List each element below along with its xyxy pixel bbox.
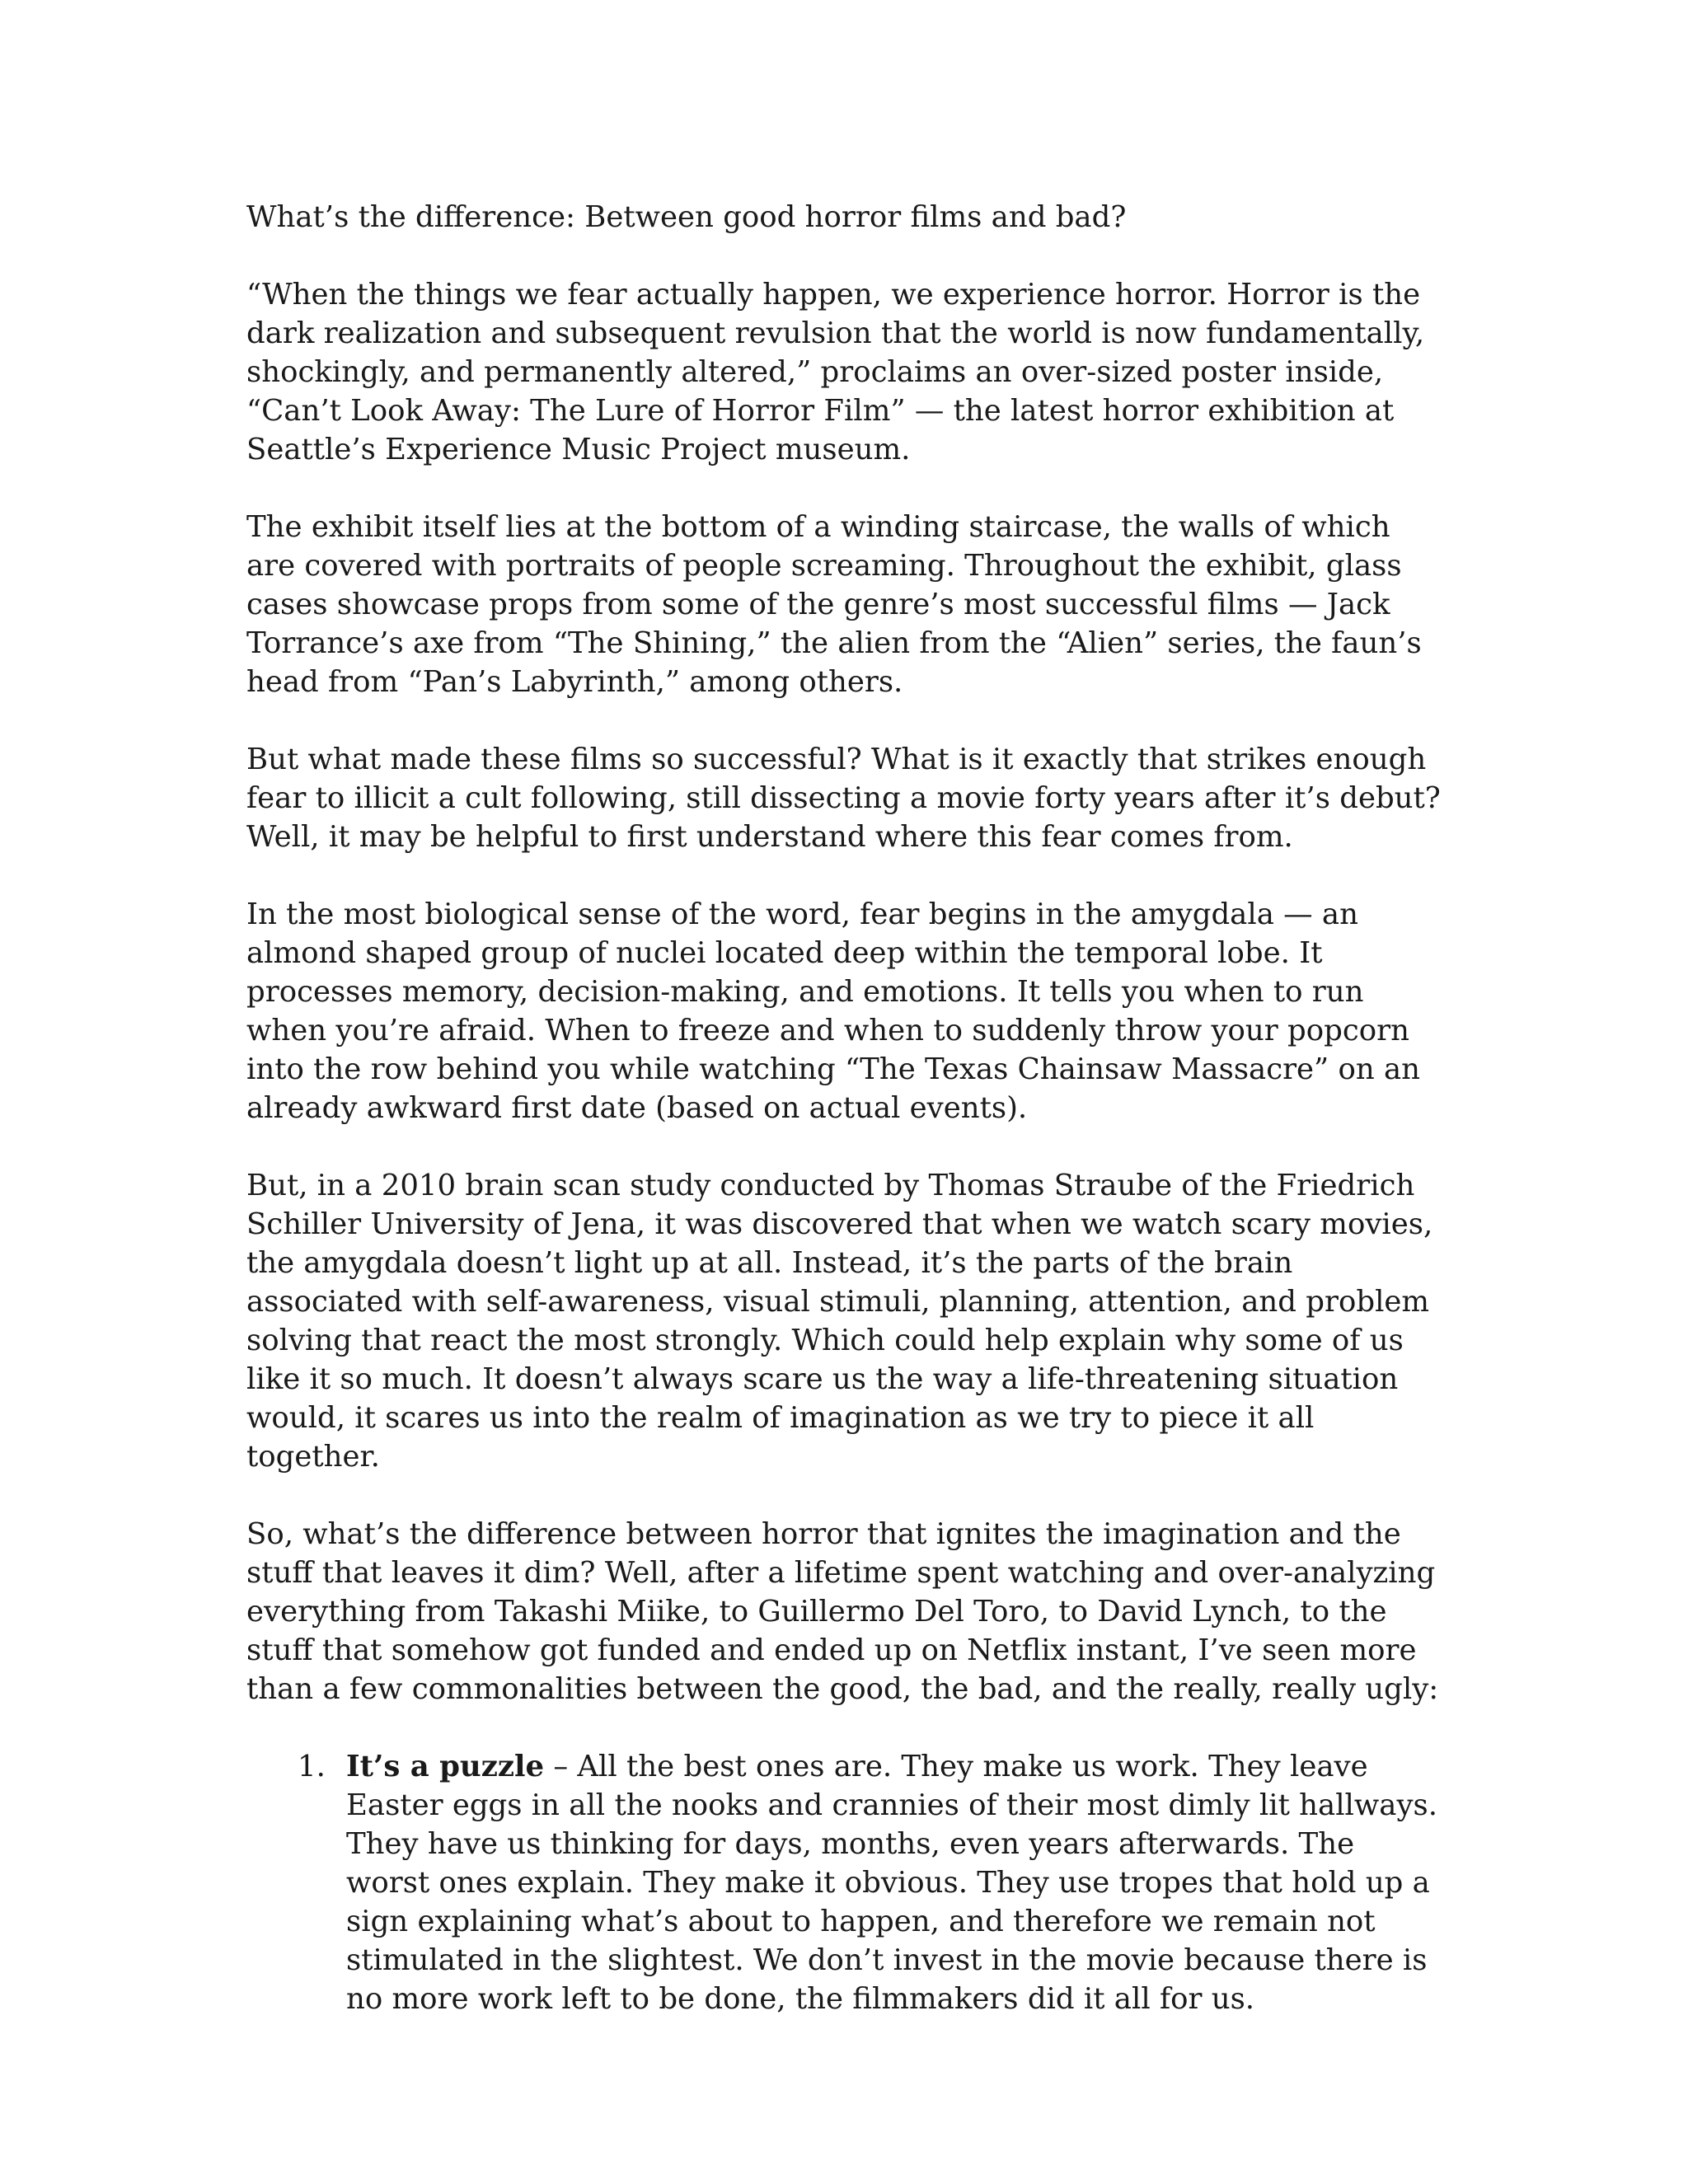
list-item-text: – All the best ones are. They make us work. They leave Easter eggs in all the nooks and crannies of their most dimly lit hallways. They have us thinking for days, months, even years afterwards. The worst ones explain. They make it obvious. They use tropes that hold up a sign explaining what’s about to happen, and therefore we remain not stimulated in the slightest. We don’t invest in the movie because there is no more work left to be done, the filmmakers did it all for us. xyxy=(346,1750,1438,2016)
paragraph-brain-study: But, in a 2010 brain scan study conducted by Thomas Straube of the Friedrich Schiller University of Jena, it was discovered that when we watch scary movies, the amygdala doesn’t light up at all. Instead, it’s the parts of the brain associated with self-awareness, visual stimuli, planning, attention, and problem solving that react the most strongly. Which could help explain why some of us like it so much. It doesn’t always scare us the way a life-threatening situation would, it scares us into the realm of imagination as we try to piece it all together. xyxy=(246,1169,1433,1474)
document-body xyxy=(246,198,1442,2018)
paragraph-poster-quote: “When the things we fear actually happen, we experience horror. Horror is the dark realization and subsequent revulsion that the world is now fundamentally, shockingly, and permanently altered,” proclaims an over-sized poster inside, “Can’t Look Away: The Lure of Horror Film” — the latest horror exhibition at Seattle’s Experience Music Project museum. xyxy=(246,278,1425,466)
list-item-heading: It’s a puzzle xyxy=(346,1750,545,1783)
list-item xyxy=(246,1747,1442,2018)
paragraph-difference: So, what’s the difference between horror that ignites the imagination and the stuff that leaves it dim? Well, after a lifetime spent watching and over-analyzing everything from Takashi Miike, to Guillermo Del Toro, to David Lynch, to the stuff that somehow got funded and ended up on Netflix instant, I’ve seen more than a few commonalities between the good, the bad, and the really, really ugly: xyxy=(246,1517,1439,1706)
document-title: What’s the difference: Between good horror films and bad? xyxy=(246,200,1127,234)
list-item-number: 1. xyxy=(298,1750,326,1783)
paragraph-amygdala: In the most biological sense of the word, fear begins in the amygdala — an almond shaped group of nuclei located deep within the temporal lobe. It processes memory, decision-making, and emotions. It tells you when to run when you’re afraid. When to freeze and when to suddenly throw your popcorn into the row behind you while watching “The Texas Chainsaw Massacre” on an already awkward first date (based on actual events). xyxy=(246,898,1421,1125)
paragraph-success-question: But what made these films so successful? What is it exactly that strikes enough fear to illicit a cult following, still dissecting a movie forty years after it’s debut? Well, it may be helpful to first understand where this fear comes from. xyxy=(246,743,1441,854)
commonalities-list xyxy=(246,1747,1442,2018)
paragraph-exhibit: The exhibit itself lies at the bottom of a winding staircase, the walls of which are covered with portraits of people screaming. Throughout the exhibit, glass cases showcase props from some of the genre’s most successful films — Jack Torrance’s axe from “The Shining,” the alien from the “Alien” series, the faun’s head from “Pan’s Labyrinth,” among others. xyxy=(246,510,1422,699)
